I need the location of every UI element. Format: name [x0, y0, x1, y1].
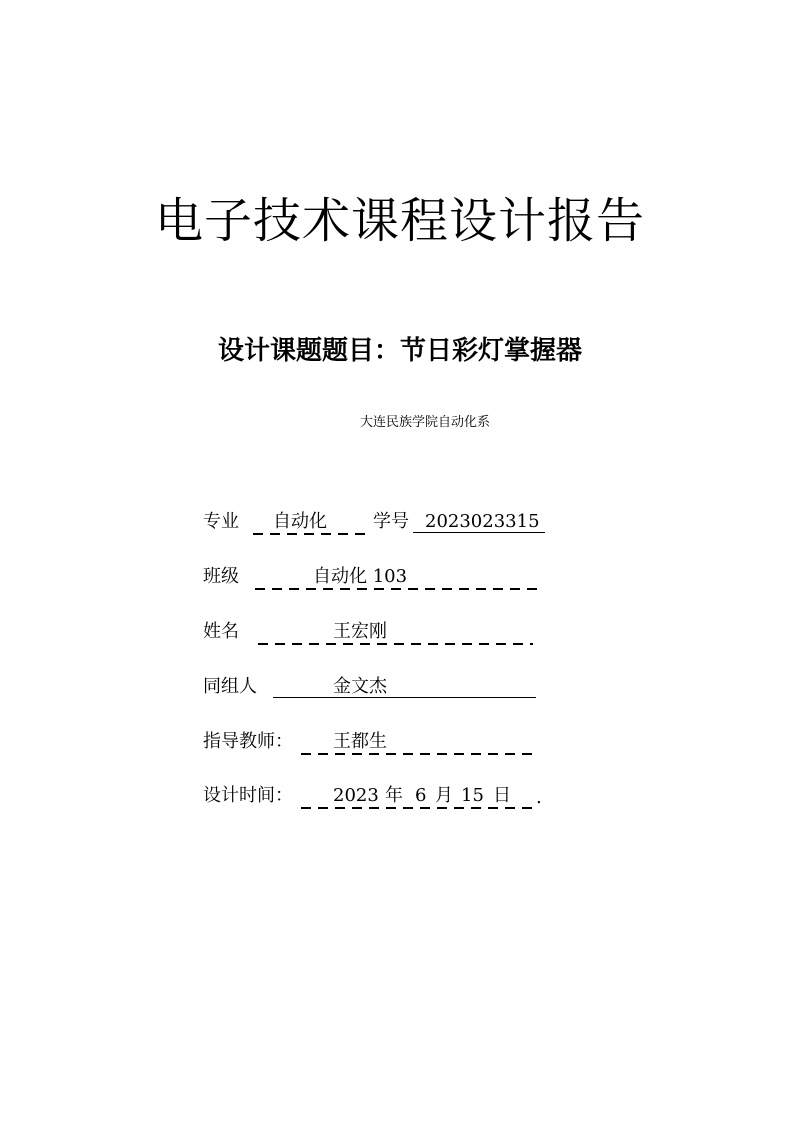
subject-title: 设计课题题目：节日彩灯掌握器 — [217, 336, 582, 366]
class-row — [203, 563, 603, 591]
partner-label: 同组人 — [203, 676, 257, 697]
advisor-row — [203, 728, 603, 756]
date-end-mark: . — [536, 787, 542, 808]
major-row — [203, 508, 603, 536]
advisor-value: 王都生 — [333, 731, 387, 752]
class-label: 班级 — [203, 566, 239, 587]
name-label: 姓名 — [203, 621, 239, 642]
date-day-unit: 日 — [493, 785, 511, 806]
partner-underline — [273, 697, 536, 698]
partner-value: 金文杰 — [333, 676, 387, 697]
advisor-label: 指导教师： — [203, 731, 293, 752]
name-underline — [258, 643, 533, 645]
report-title: 电子技术课程设计报告 — [154, 193, 645, 249]
date-row — [203, 782, 603, 810]
date-label: 设计时间： — [203, 785, 293, 806]
major-label: 专业 — [203, 511, 239, 532]
class-value: 自动化 103 — [313, 566, 408, 587]
date-year-unit: 年 — [385, 785, 403, 806]
date-month-unit: 月 — [435, 785, 453, 806]
date-month: 6 — [415, 785, 427, 806]
date-day: 15 — [461, 785, 484, 806]
partner-row — [203, 673, 603, 701]
name-value: 王宏刚 — [333, 621, 387, 642]
student-id-label: 学号 — [373, 511, 409, 532]
department-name: 大连民族学院自动化系 — [360, 415, 491, 430]
name-row — [203, 618, 603, 646]
student-id-value: 2023023315 — [425, 511, 540, 532]
date-year: 2023 — [333, 785, 379, 806]
major-value: 自动化 — [273, 511, 327, 532]
